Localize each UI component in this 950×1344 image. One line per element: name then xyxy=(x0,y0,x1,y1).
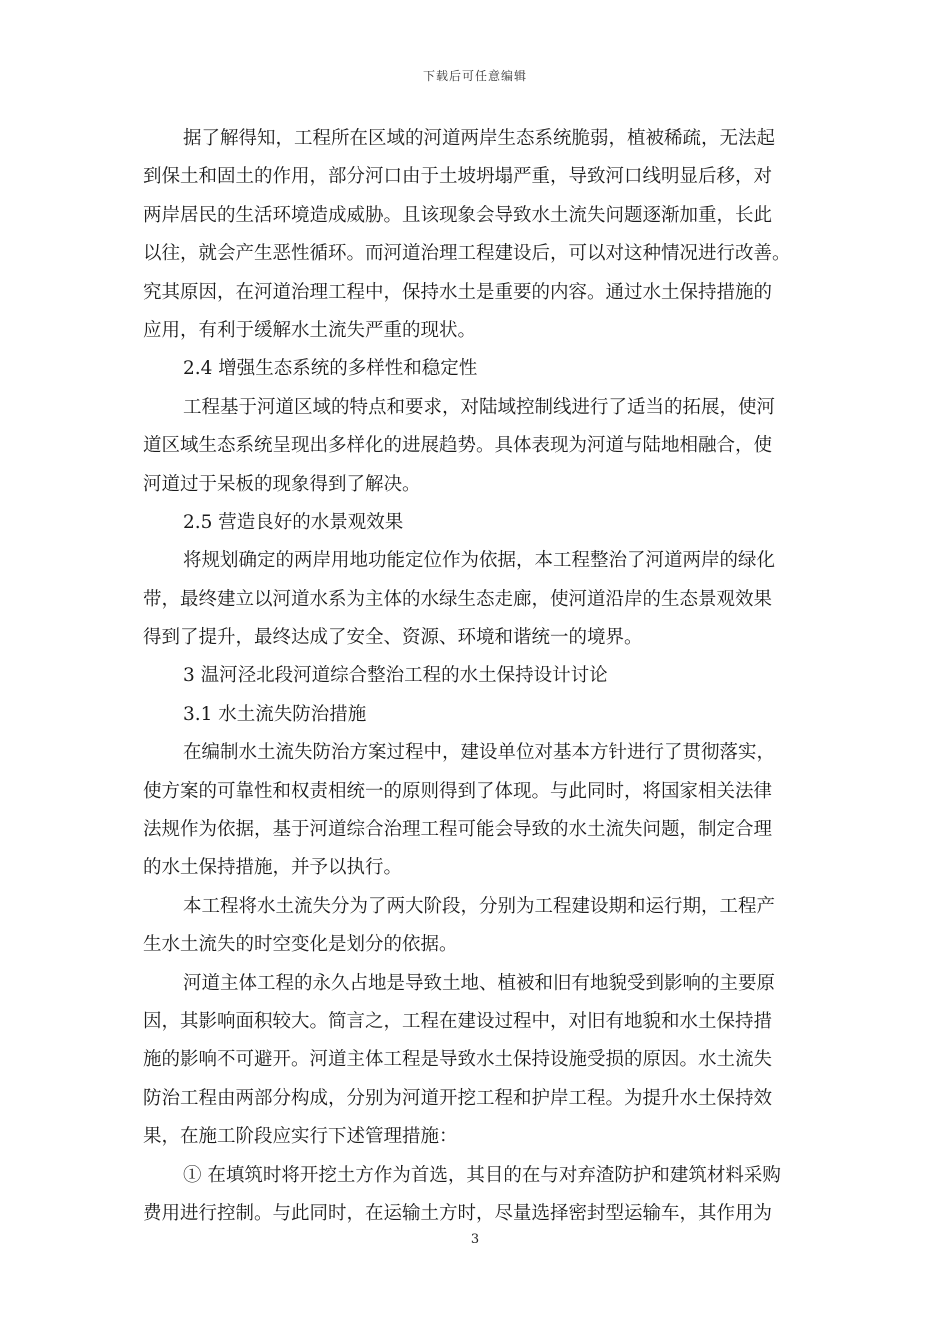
text-line: 据了解得知，工程所在区域的河道两岸生态系统脆弱，植被稀疏，无法起 xyxy=(183,128,776,149)
text-line: 在编制水土流失防治方案过程中，建设单位对基本方针进行了贯彻落实， xyxy=(183,742,776,764)
text-line: 2.5 营造良好的水景观效果 xyxy=(183,511,404,533)
text-line: 使方案的可靠性和权责相统一的原则得到了体现。与此同时，将国家相关法律 xyxy=(143,780,773,802)
text-line: 的水土保持措施，并予以执行。 xyxy=(143,857,403,879)
document-body xyxy=(143,120,809,1233)
text-line: 施的影响不可避开。河道主体工程是导致水土保持设施受损的原因。水土流失 xyxy=(143,1049,773,1071)
text-line: 2.4 增强生态系统的多样性和稳定性 xyxy=(183,358,478,380)
text-line: 3.1 水土流失防治措施 xyxy=(183,703,367,725)
text-line: 两岸居民的生活环境造成威胁。且该现象会导致水土流失问题逐渐加重，长此 xyxy=(143,204,773,226)
text-line: 以往，就会产生恶性循环。而河道治理工程建设后，可以对这种情况进行改善。 xyxy=(143,243,791,265)
text-line: 道区域生态系统呈现出多样化的进展趋势。具体表现为河道与陆地相融合，使 xyxy=(143,435,773,457)
text-line: 果，在施工阶段应实行下述管理措施： xyxy=(143,1126,458,1148)
text-line: 应用，有利于缓解水土流失严重的现状。 xyxy=(143,319,477,341)
text-line: 河道过于呆板的现象得到了解决。 xyxy=(143,473,421,495)
text-line: 费用进行控制。与此同时，在运输土方时，尽量选择密封型运输车，其作用为 xyxy=(143,1202,773,1224)
text-line: 本工程将水土流失分为了两大阶段，分别为工程建设期和运行期，工程产 xyxy=(183,895,776,917)
text-line: 3 温河泾北段河道综合整治工程的水土保持设计讨论 xyxy=(183,665,608,687)
text-line: 法规作为依据，基于河道综合治理工程可能会导致的水土流失问题，制定合理 xyxy=(143,819,773,841)
text-line: 河道主体工程的永久占地是导致土地、植被和旧有地貌受到影响的主要原 xyxy=(183,972,776,994)
text-line: 到保土和固土的作用，部分河口由于土坡坍塌严重，导致河口线明显后移，对 xyxy=(143,166,773,188)
text-line: ① 在填筑时将开挖土方作为首选，其目的在与对弃渣防护和建筑材料采购 xyxy=(183,1164,781,1186)
page-header: 下载后可任意编辑 xyxy=(422,69,527,83)
text-line: 工程基于河道区域的特点和要求，对陆域控制线进行了适当的拓展，使河 xyxy=(183,396,776,418)
text-line: 带，最终建立以河道水系为主体的水绿生态走廊，使河道沿岸的生态景观效果 xyxy=(143,588,773,610)
text-line: 因，其影响面积较大。简言之，工程在建设过程中，对旧有地貌和水土保持措 xyxy=(143,1010,773,1032)
text-line: 防治工程由两部分构成，分别为河道开挖工程和护岸工程。为提升水土保持效 xyxy=(143,1087,773,1109)
text-line: 得到了提升，最终达成了安全、资源、环境和谐统一的境界。 xyxy=(143,627,643,649)
text-line: 将规划确定的两岸用地功能定位作为依据，本工程整治了河道两岸的绿化 xyxy=(183,550,776,572)
text-line: 生水土流失的时空变化是划分的依据。 xyxy=(143,934,458,956)
page-number: 3 xyxy=(470,1232,480,1247)
text-line: 究其原因，在河道治理工程中，保持水土是重要的内容。通过水土保持措施的 xyxy=(143,281,773,303)
